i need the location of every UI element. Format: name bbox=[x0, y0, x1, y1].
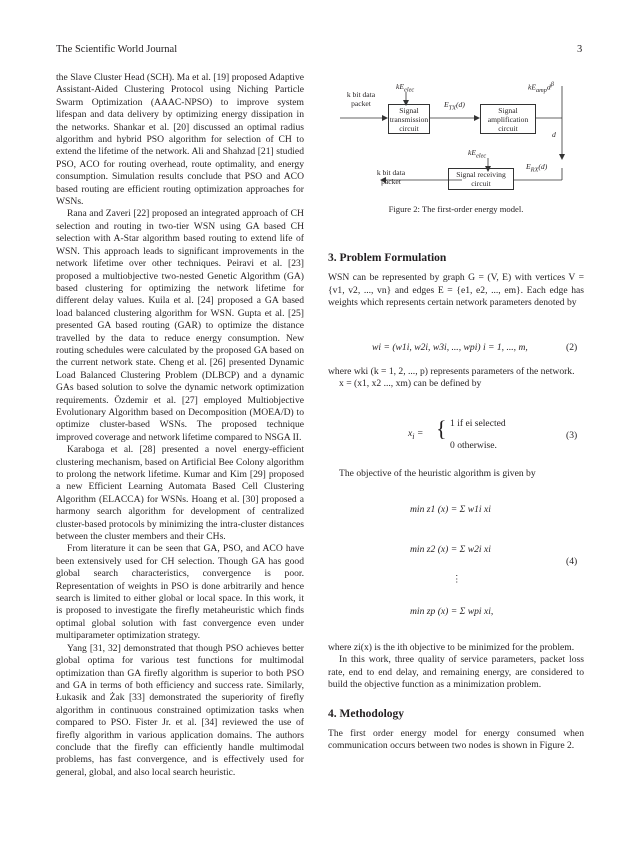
equation-3-case2: 0 otherwise. bbox=[450, 440, 497, 451]
distance-label: d bbox=[552, 130, 556, 139]
right-column-c bbox=[328, 468, 584, 480]
equation-4-line1: min z1 (x) = Σ w1i xi bbox=[410, 504, 491, 515]
right-column-a bbox=[328, 252, 584, 310]
kbit-out-label: k bit data packet bbox=[376, 168, 406, 186]
box-tx-label: Signal transmission circuit bbox=[389, 106, 429, 133]
kamp-label: $kE_{amp}d^\beta$ bbox=[528, 81, 554, 95]
equation-3-lhs: $x_i$ = bbox=[408, 428, 424, 441]
vertical-ellipsis: ⋮ bbox=[452, 574, 462, 585]
paragraph: x = (x1, x2 ..., xm) can be defined by bbox=[339, 378, 482, 390]
kelec-top-label: $kE_{elec}$ bbox=[396, 82, 415, 94]
brace-glyph: { bbox=[436, 416, 447, 441]
paragraph: the Slave Cluster Head (SCH). Ma et al. [19] proposed Adaptive Assistant-Aided Clustering Protocol using Niching Particle Swarm Optimization (AAAC-NPSO) to improve system lifespan and data delivery by optimizing energy dissipation in the networks. Shankar et al. [20] discussed an optimal radius algorithm and hybrid PSO algorithm for selection of CH to extend the lifetime of the network. Ali and Shahzad [21] studied PSO, ACO for routing overhead, route optimality, and energy consumption. Simulation results conclude that PSO and ACO based routing are efficient routing optimization approaches for WSNs. bbox=[56, 72, 304, 208]
page-number: 3 bbox=[577, 44, 583, 55]
paragraph: The first order energy model for energy consumed when communication occurs between two nodes is shown in Figure 2. bbox=[328, 728, 584, 752]
paragraph: WSN can be represented by graph G = (V, E) with vertices V = {v1, v2, ..., vn} and edges E = {e1, e2, ..., em}. Each edge has weights which represents certain network parameters denoted by bbox=[328, 272, 584, 309]
journal-title: The Scientific World Journal bbox=[56, 44, 178, 55]
erx-label: $E_{RX}(d)$ bbox=[526, 162, 548, 174]
equation-number: (3) bbox=[566, 430, 578, 441]
paragraph: where wki (k = 1, 2, ..., p) represents parameters of the network. bbox=[328, 366, 575, 377]
equation-4-linep: min zp (x) = Σ wpi xi, bbox=[410, 606, 494, 617]
paragraph: The objective of the heuristic algorithm is given by bbox=[339, 468, 536, 479]
section-heading: 4. Methodology bbox=[328, 707, 405, 720]
kbit-in-label: k bit data packet bbox=[346, 90, 376, 108]
kelec-mid-label: $kE_{elec}$ bbox=[468, 148, 487, 160]
paragraph: Yang [31, 32] demonstrated that though PSO achieves better global optima for various test functions for multimodal optimization than GA firefly algorithm is superior to both PSO and GA in terms of both efficiency and success rate. Similarly, Łukasik and Żak [33] demonstrated the superiority of firefly algorithm in continuous constrained optimization tasks when compared to PSO. Fister Jr. et al. [34] reviewed the use of firefly algorithm in various application domains. The authors conclude that the firefly can efficiently handle multimodal problems, has fast convergence, and is effectively used for general, global, and also local search heuristic. bbox=[56, 642, 304, 778]
etx-label: $E_{TX}(d)$ bbox=[444, 100, 465, 112]
right-column-d bbox=[328, 642, 584, 753]
paragraph: Rana and Zaveri [22] proposed an integrated approach of CH selection and routing in two-tier WSN using GA based CH selection with A-Star algorithm based routing to extend life of WSN. This approach leads to significant improvements in the network lifetime over other techniques. Peiravi et al. [23] proposed a multiobjective two-nested Genetic Algorithm (GA) based clustering for optimizing the network lifetime for different delay values. Kuila et al. [24] proposed a GA based load balanced clustering algorithm for WSN. Gupta et al. [25] presented GA based routing (GAR) to optimize the distance travelled by the data to reduce energy consumption. New routing schedules were calculated by the proposed GA based on the current network state. Cheng et al. [26] presented Dynamic Load Balanced Clustering Problem (DLBCP) and a dynamic GAs based solution to solve the dynamic network optimization requirements. Özdemir et al. [27] employed Multiobjective Evolutionary Algorithm based on Decomposition (MOEA/D) to optimize cluster-based WSNs. The proposed technique improved coverage and network lifetime compared to NSGA II. bbox=[56, 208, 304, 443]
section-heading: 3. Problem Formulation bbox=[328, 252, 447, 264]
equation-2: wi = (w1i, w2i, w3i, ..., wpi) i = 1, ..., m, bbox=[372, 342, 528, 353]
equation-number: (4) bbox=[566, 556, 578, 567]
paragraph: Karaboga et al. [28] presented a novel energy-efficient clustering mechanism, based on Artificial Bee Colony algorithm to prolong the network lifetime. Kumar and Kim [29] proposed a new Efficient Learning Automata Based Cell Clustering Algorithm (ELACCA) for WSNs. Hoang et al. [30] proposed a harmony search algorithm for development of centralized cluster-based protocols by minimizing the intra-cluster distances between the cluster members and their CHs. bbox=[56, 444, 304, 543]
box-rx-label: Signal receiving circuit bbox=[456, 170, 506, 188]
left-column bbox=[56, 72, 304, 779]
paragraph: From literature it can be seen that GA, PSO, and ACO have been extensively used for CH selection. Though GA has good global search characteristics, convergence is poor. Representation of weights in PSO is done arbitrarily and hence search is limited to either global or local space. In this work, it is proposed to investigate the firefly metaheuristic which finds optimal global solution with fast convergence even under multiparameter optimization strategy. bbox=[56, 543, 304, 642]
right-column-b bbox=[328, 366, 584, 391]
paragraph: where zi(x) is the ith objective to be minimized for the problem. bbox=[328, 642, 575, 653]
box-amp-label: Signal amplification circuit bbox=[487, 106, 529, 133]
equation-number: (2) bbox=[566, 342, 578, 353]
equation-3-case1: 1 if ei selected bbox=[450, 418, 506, 429]
figure-caption: Figure 2: The first-order energy model. bbox=[388, 204, 524, 214]
paragraph: In this work, three quality of service parameters, packet loss rate, end to end delay, and remaining energy, are considered to build the objective function as a minimization problem. bbox=[328, 654, 584, 691]
equation-4-line2: min z2 (x) = Σ w2i xi bbox=[410, 544, 491, 555]
